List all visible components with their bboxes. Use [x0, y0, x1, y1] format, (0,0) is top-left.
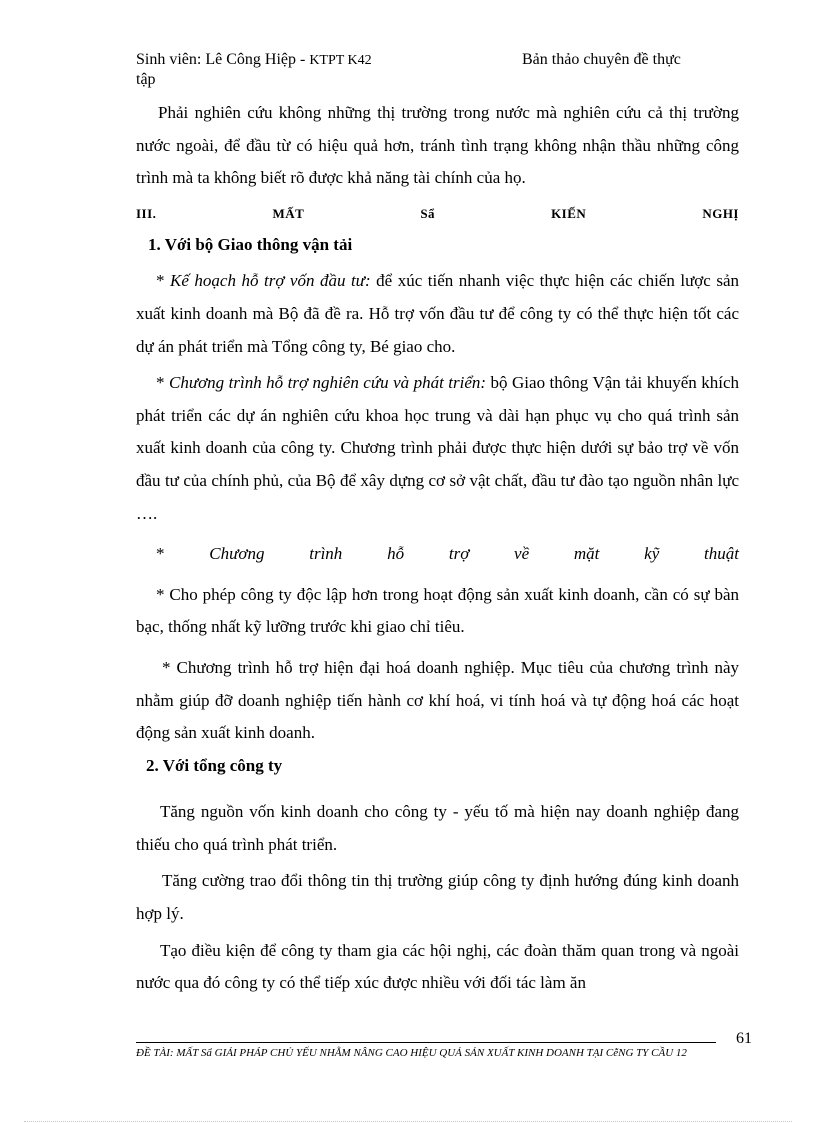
paragraph-technical-program: * Chương trình hỗ trợ về mặt kỹ thuật	[156, 544, 739, 564]
paragraph-capital: Tăng nguồn vốn kinh doanh cho công ty - yếu tố mà hiện nay doanh nghiệp đang thiếu cho quá trình phát triển.	[136, 802, 739, 854]
heading-corporation: 2. Với tổng công ty	[146, 755, 283, 775]
page-number: 61	[736, 1030, 752, 1047]
investment-plan-text: để xúc tiến nhanh việc thực hiện các chiến lược sản xuất kinh doanh mà Bộ đã đề ra. Hỗ trợ vốn đầu tư để công ty có thể thực hiện tốt các dự án phát triển mà Tổng công ty, Bé giao cho.	[136, 271, 740, 356]
paragraph-research-program: * Chương trình hỗ trợ nghiên cứu và phát triển: bộ Giao thông Vận tải khuyến khích phát triển các dự án nghiên cứu khoa học trung và dài hạn phục vụ cho quá trình sản xuất kinh doanh của công ty. Chương trình phải được thực hiện dưới sự bảo trợ về vốn đầu tư của chính phủ, của Bộ để xây dựng cơ sở vật chất, đầu tư đào tạo nguồn nhân lực ….	[136, 373, 740, 523]
footer-divider	[136, 1042, 716, 1043]
technical-program-label: Chương trình hỗ trợ về mặt kỹ thuật	[209, 544, 739, 564]
section-3-word: KIẾN	[551, 205, 587, 221]
header-doc-title: Bản thảo chuyên đề thực	[522, 51, 681, 68]
heading-ministry: 1. Với bộ Giao thông vận tải	[148, 234, 353, 254]
paragraph-market-info: Tăng cường trao đổi thông tin thị trường giúp công ty định hướng đúng kinh doanh hợp lý.	[136, 871, 739, 924]
header-author-name: Sinh viên: Lê Công Hiệp -	[136, 51, 310, 68]
section-3-word: MẤT	[272, 205, 305, 221]
research-program-text: bộ Giao thông Vận tải khuyến khích phát triển các dự án nghiên cứu khoa học trung và dài hạn phục vụ cho quá trình sản xuất kinh doanh của công ty. Chương trình phải được thực hiện dưới sự bảo trợ về vốn đầu tư của chính phủ, của Bộ để xây dựng cơ sở vật chất, đầu tư đào tạo nguồn nhân lực ….	[136, 373, 740, 523]
paragraph-conferences: Tạo điều kiện để công ty tham gia các hội nghị, các đoàn thăm quan trong và ngoài nước qua đó công ty có thể tiếp xúc được nhiều với đối tác làm ăn	[136, 940, 739, 993]
section-3-word: NGHỊ	[702, 205, 739, 221]
paragraph-investment-plan: * Kế hoạch hỗ trợ vốn đầu tư: để xúc tiến nhanh việc thực hiện các chiến lược sản xuất kinh doanh mà Bộ đã đề ra. Hỗ trợ vốn đầu tư để công ty có thể thực hiện tốt các dự án phát triển mà Tổng công ty, Bé giao cho.	[136, 271, 740, 356]
footer-topic: ĐỀ TÀI: MẤT Sẩ GIẢI PHÁP CHỦ YẾU NHẰM NÂNG CAO HIỆU QUẢ SẢN XUẤT KINH DOANH TẠI CễNG TY CẦU 12	[136, 1047, 687, 1059]
paragraph-independence: * Cho phép công ty độc lập hơn trong hoạt động sản xuất kinh doanh, cần có sự bàn bạc, thống nhất kỹ lưỡng trước khi giao chỉ tiêu.	[136, 584, 739, 637]
header-doc-title-wrap: tập	[136, 71, 156, 88]
paragraph-modernization: * Chương trình hỗ trợ hiện đại hoá doanh nghiệp. Mục tiêu của chương trình này nhằm giúp đỡ doanh nghiệp tiến hành cơ khí hoá, vi tính hoá và tự động hoá các hoạt động sản xuất kinh doanh.	[136, 657, 739, 743]
investment-plan-label: Kế hoạch hỗ trợ vốn đầu tư:	[170, 271, 371, 291]
section-3-word: Sẩ	[420, 205, 436, 221]
research-program-label: Chương trình hỗ trợ nghiên cứu và phát triển:	[168, 373, 487, 393]
header-author	[136, 50, 372, 71]
section-3-word: III.	[136, 205, 157, 221]
section-heading-3	[136, 199, 739, 229]
page-body	[136, 97, 739, 1000]
paragraph-intro: Phải nghiên cứu không những thị trường trong nước mà nghiên cứu cả thị trường nước ngoài, để đầu từ có hiệu quả hơn, tránh tình trạng không nhận thầu những công trình mà ta không biết rõ được khả năng tài chính của họ.	[136, 103, 739, 188]
header-class-code: KTPT K42	[309, 53, 372, 68]
page-bottom-edge	[24, 1121, 792, 1122]
